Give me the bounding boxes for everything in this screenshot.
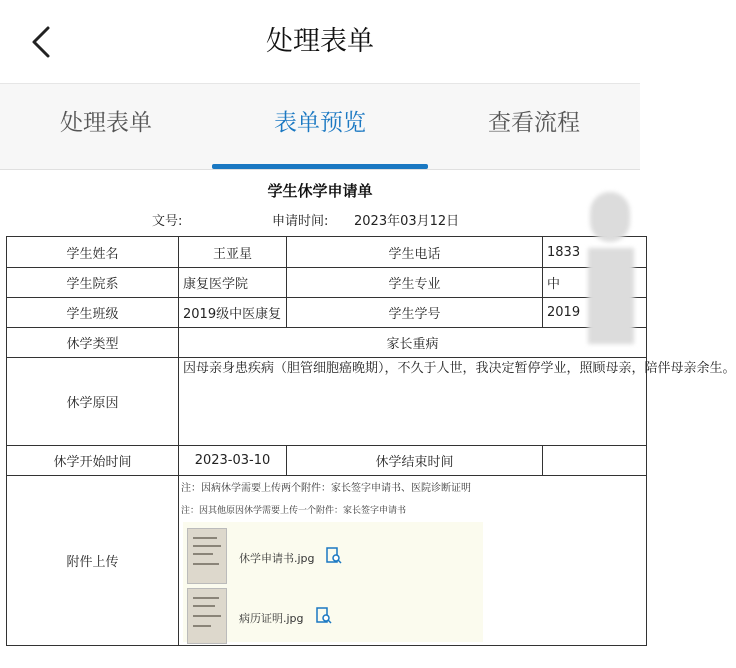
app-header bbox=[0, 0, 640, 84]
attachment-item[interactable] bbox=[187, 528, 387, 586]
apply-time-label: 申请时间: bbox=[272, 214, 329, 229]
table-row bbox=[7, 268, 647, 298]
attachment-note-1: 注：因病休学需要上传两个附件：家长签字申请书、医院诊断证明 bbox=[181, 483, 471, 494]
tab-bar bbox=[0, 84, 640, 170]
chevron-left-icon bbox=[22, 22, 62, 62]
student-name-value: 王亚星 bbox=[179, 237, 287, 268]
tab-form-preview[interactable]: 表单预览 bbox=[274, 110, 366, 136]
start-time-value: 2023-03-10 bbox=[179, 446, 287, 476]
major-label: 学生专业 bbox=[287, 268, 543, 298]
table-row bbox=[7, 476, 647, 646]
attachment-label: 附件上传 bbox=[7, 476, 179, 646]
table-row bbox=[7, 328, 647, 358]
leave-reason-value: 因母亲身患疾病（胆管细胞癌晚期），不久于人世，我决定暂停学业，照顾母亲，陪伴母亲余生。 bbox=[179, 358, 647, 446]
doc-number-label: 文号: bbox=[152, 214, 183, 229]
attachment-filename: 病历证明.jpg bbox=[239, 612, 304, 625]
file-preview-icon[interactable] bbox=[315, 607, 333, 625]
college-label: 学生院系 bbox=[7, 268, 179, 298]
attachment-cell bbox=[179, 476, 647, 646]
leave-type-value: 家长重病 bbox=[179, 328, 647, 358]
attachment-item[interactable] bbox=[187, 588, 387, 646]
student-id-label: 学生学号 bbox=[287, 298, 543, 328]
leave-reason-label: 休学原因 bbox=[7, 358, 179, 446]
student-name-label: 学生姓名 bbox=[7, 237, 179, 268]
tab-process-form[interactable]: 处理表单 bbox=[60, 110, 152, 136]
student-phone-label: 学生电话 bbox=[287, 237, 543, 268]
attachment-filename: 休学申请书.jpg bbox=[239, 552, 315, 565]
class-value: 2019级中医康复 bbox=[179, 298, 287, 328]
end-time-value bbox=[543, 446, 647, 476]
page-title: 处理表单 bbox=[266, 26, 374, 57]
table-row bbox=[7, 298, 647, 328]
start-time-label: 休学开始时间 bbox=[7, 446, 179, 476]
form-title: 学生休学申请单 bbox=[267, 182, 373, 200]
application-table bbox=[6, 236, 736, 646]
major-value: 中 bbox=[543, 268, 647, 298]
student-id-value: 2019 bbox=[543, 298, 647, 328]
attachment-note-2: 注：因其他原因休学需要上传一个附件：家长签字申请书 bbox=[181, 506, 407, 516]
attachment-list bbox=[179, 522, 646, 640]
attachment-thumbnail bbox=[187, 528, 227, 584]
table-row bbox=[7, 237, 647, 268]
apply-time-value: 2023年03月12日 bbox=[354, 214, 460, 229]
privacy-blur bbox=[588, 248, 634, 344]
end-time-label: 休学结束时间 bbox=[287, 446, 543, 476]
college-value: 康复医学院 bbox=[179, 268, 287, 298]
tab-view-flow[interactable]: 查看流程 bbox=[488, 110, 580, 136]
back-button[interactable] bbox=[22, 22, 62, 62]
attachment-thumbnail bbox=[187, 588, 227, 644]
class-label: 学生班级 bbox=[7, 298, 179, 328]
active-tab-indicator bbox=[212, 164, 428, 169]
table-row bbox=[7, 446, 647, 476]
form-preview bbox=[0, 170, 736, 668]
file-preview-icon[interactable] bbox=[325, 547, 343, 565]
leave-type-label: 休学类型 bbox=[7, 328, 179, 358]
table-row bbox=[7, 358, 647, 446]
student-phone-value: 1833 bbox=[543, 237, 647, 268]
privacy-blur bbox=[590, 192, 630, 242]
